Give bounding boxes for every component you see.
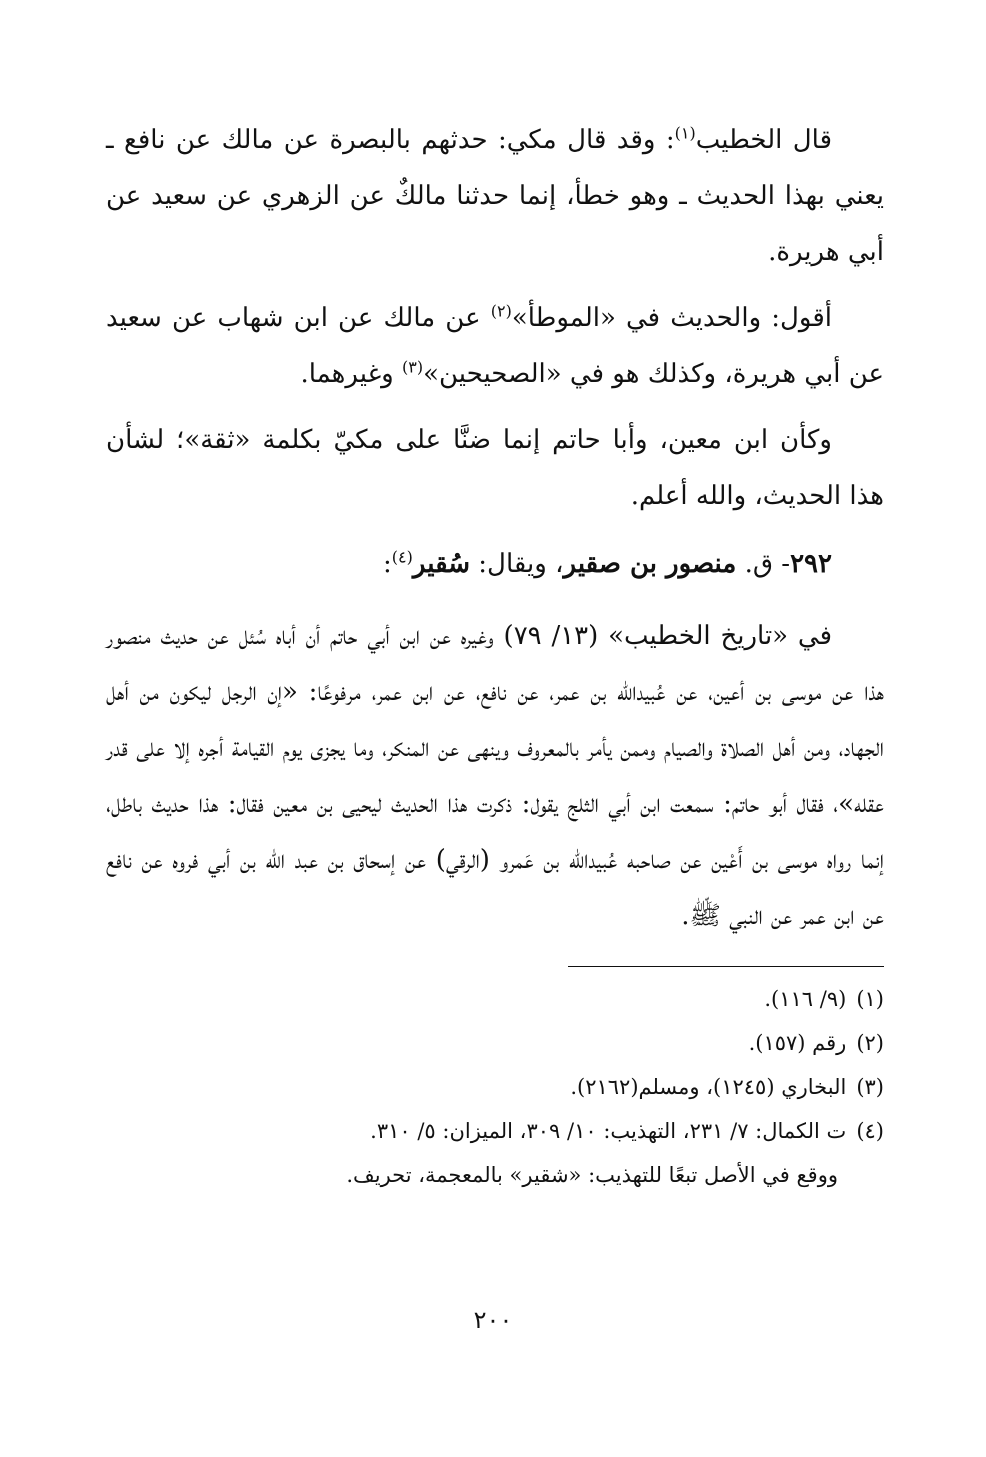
footnote-ref-2[interactable]: (٢) [490,301,512,321]
entry-name: منصور بن صقير [563,549,737,579]
footnote-item [106,1109,884,1153]
paragraph-aqool-c: وغيرهما. [300,359,403,389]
paragraph-aqool [106,290,884,402]
paragraph-tarikh: في «تاريخ الخطيب» (١٣/ ٧٩) وغيره عن ابن أبي حاتم أن أباه سُئل عن حديث منصور هذا عن موسى بن أعين، عن عُبيدالله بن عمر، عن نافع، عن ابن عمر، مرفوعًا: «إن الرجل ليكون من أهل الجهاد، ومن أهل الصلاة والصيام وممن يأمر بالمعروف وينهى عن المنكر، وما يجزى يوم القيامة أجره إلا على قدر عقله»، فقال أبو حاتم: سمعت ابن أبي الثلج يقول: ذكرت هذا الحديث ليحيى بن معين فقال: هذا حديث باطل، إنما رواه موسى بن أَعْين عن صاحبه عُبيدالله بن عَمرو (الرقي) عن إسحاق بن عبد الله بن أبي فروه عن نافع عن ابن عمر عن النبي ﷺ. [106,621,884,931]
page-number: ٢٠٠ [473,1306,513,1334]
footnote-divider [568,966,884,967]
paragraph-khatib-lead: قال الخطيب [695,125,833,155]
footnote-text: رقم (١٥٧). [748,1031,847,1055]
footnote-mark: (٤) [856,1119,884,1143]
footnote-item [106,1021,884,1065]
footnote-text: ت الكمال: ٧/ ٢٣١، التهذيب: ١٠/ ٣٠٩، الميزان: ٥/ ٣١٠. [370,1119,847,1143]
footnote-text: البخاري (١٢٤٥)، ومسلم(٢١٦٢). [570,1075,847,1099]
footnote-mark: (٢) [856,1031,884,1055]
paragraph-aqool-b: عن مالك عن ابن شهاب عن سعيد عن أبي هريرة، وكذلك هو في «الصحيحين» [106,303,884,389]
footnote-item [106,977,884,1021]
entry-dash: - ق. [736,549,791,579]
entry-colon: : [383,549,392,579]
entry-number: ٢٩٢ [790,549,832,579]
page-body [106,112,884,1197]
paragraph-aqool-a: أقول: والحديث في «الموطأ» [511,303,832,333]
entry-heading [106,534,884,594]
paragraph-khatib-text: : وقد قال مكي: حدثهم بالبصرة عن مالك عن نافع ـ يعني بهذا الحديث ـ وهو خطأ، إنما حدثنا مالكٌ عن الزهري عن سعيد عن أبي هريرة. [106,125,884,267]
footnote-ref-4[interactable]: (٤) [391,547,413,567]
footnote-mark: (٣) [856,1075,884,1099]
footnote-ref-3[interactable]: (٣) [402,357,424,377]
footnotes-section [106,977,884,1197]
footnote-text: (٩/ ١١٦). [764,987,847,1011]
footnote-continuation: ووقع في الأصل تبعًا للتهذيب: «شقير» بالمعجمة، تحريف. [346,1163,838,1187]
footnote-mark: (١) [856,987,884,1011]
footnote-item [106,1065,884,1109]
paragraph-khatib-quote [106,112,884,280]
entry-alt-name: سُقير [412,549,471,579]
footnote-ref-1[interactable]: (١) [674,123,696,143]
paragraph-ibn-maeen: وكأن ابن معين، وأبا حاتم إنما ضنَّا على مكيّ بكلمة «ثقة»؛ لشأن هذا الحديث، والله أعلم. [106,425,884,511]
entry-mid: ، ويقال: [470,549,564,579]
